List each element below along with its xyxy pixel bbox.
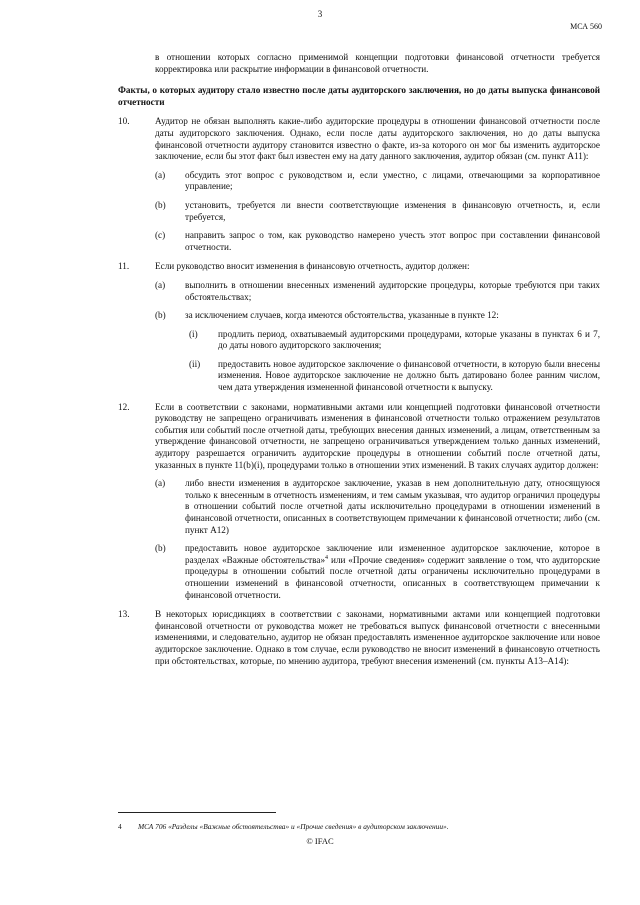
- footnote: [118, 822, 600, 831]
- paragraph-number: 11.: [118, 261, 130, 272]
- list-item-label: (a): [155, 478, 166, 489]
- list-item-label: (a): [155, 279, 166, 290]
- list-item: [155, 230, 600, 253]
- list-item-label: (b): [155, 199, 166, 210]
- list-item: [155, 310, 600, 394]
- paragraph-text: Если руководство вносит изменения в финансовую отчетность, аудитор должен:: [155, 261, 470, 272]
- copyright-footer: © IFAC: [306, 836, 334, 846]
- list-item: [155, 280, 600, 303]
- list-item-text-end: или «Прочие сведения» содержит заявление о том, что аудиторские процедуры в отношении событий после отчетной даты ограничены исключительно процедурами в отношении изменений в финансовой отчетности, описанных в соответствующем примечании к финансовой отчетности.: [185, 554, 600, 600]
- document-body: [118, 52, 600, 675]
- sub-list-item-label: (ii): [189, 358, 201, 369]
- standard-code: МСА 560: [570, 22, 602, 31]
- list-item-text-start: предоставить новое аудиторское заключение или измененное аудиторское заключение, которое в разделах «Важные обстоятельства»: [185, 543, 600, 565]
- footnote-number: 4: [118, 822, 122, 831]
- sub-list-item: [185, 359, 600, 394]
- footnote-text: МСА 706 «Разделы «Важные обстоятельства» и «Прочие сведения» в аудиторском заключении».: [138, 822, 449, 831]
- list-item-text: установить, требуется ли внести соответствующие изменения в финансовую отчетность, и, если требуется,: [185, 199, 600, 222]
- list-item-label: (b): [155, 543, 166, 554]
- paragraph-11: [118, 261, 600, 393]
- list-item-text: [185, 543, 600, 601]
- list-item: [155, 200, 600, 223]
- paragraph-number: 12.: [118, 401, 130, 412]
- footnote-divider: [118, 812, 276, 813]
- paragraph-number: 10.: [118, 116, 130, 127]
- list-item-text: обсудить этот вопрос с руководством и, если уместно, с лицами, отвечающими за корпоративное управление;: [185, 169, 600, 192]
- list-item-label: (a): [155, 169, 166, 180]
- paragraph-text: Если в соответствии с законами, нормативными актами или концепцией подготовки финансовой отчетности руководству не запрещено ограничивать изменения в финансовой отчетности только отражением результатов события или событий после отчетной даты, требующих внесения данных изменений, а лицам, ответственным за утверждение финансовой отчетности, не запрещено ограничиваться утверждением только данных изменений, аудитору разрешается ограничить аудиторские процедуры в отношении событий после отчетной даты, указанных в пункте 11(b)(i), процедурами только в отношении этих изменений. В таких случаях аудитор должен:: [155, 401, 600, 470]
- section-heading: Факты, о которых аудитору стало известно после даты аудиторского заключения, но до даты выпуска финансовой отчетности: [118, 85, 600, 107]
- page-number: 3: [317, 9, 323, 19]
- list-item: [155, 478, 600, 536]
- paragraph-number: 13.: [118, 609, 130, 620]
- list-item-text: направить запрос о том, как руководство намерено учесть этот вопрос при составлении финансовой отчетности.: [185, 230, 600, 252]
- list-item-text: либо внести изменения в аудиторское заключение, указав в нем дополнительную дату, относящуюся только к внесенным в отчетность изменениям, и тем самым указывая, что аудитор ограничил процедуры в отношении событий после отчетной даты исключительно процедурами в отношении изменений в финансовой отчетности, описанных в соответствующем примечании к финансовой отчетности; либо (см. пункт A12): [185, 478, 600, 535]
- list-item-text: за исключением случаев, когда имеются обстоятельства, указанные в пункте 12:: [185, 310, 499, 321]
- sub-list-item-label: (i): [189, 328, 198, 339]
- list-item-label: (b): [155, 310, 166, 321]
- list-item: [155, 170, 600, 193]
- sub-list-item-text: продлить период, охватываемый аудиторскими процедурами, которые указаны в пунктах 6 и 7, до даты нового аудиторского заключения;: [218, 328, 600, 351]
- list-item-text: выполнить в отношении внесенных изменений аудиторские процедуры, которые требуются при таких обстоятельствах;: [185, 279, 600, 302]
- footnote-reference[interactable]: 4: [325, 554, 329, 561]
- sub-list-item: [185, 329, 600, 352]
- sub-list-item-text: предоставить новое аудиторское заключение о финансовой отчетности, в которую были внесены изменения. Новое аудиторское заключение не должно быть датировано более ранним числом, чем дата утверждения измененной финансовой отчетности к выпуску.: [218, 358, 600, 393]
- paragraph-13: [118, 609, 600, 667]
- paragraph-10: [118, 116, 600, 253]
- list-item: [155, 543, 600, 601]
- paragraph-text: Аудитор не обязан выполнять какие-либо аудиторские процедуры в отношении финансовой отчетности после даты аудиторского заключения. Однако, если после даты аудиторского заключения, но до даты выпуска финансовой отчетности аудитору становится известно о факте, из-за которого он мог бы изменить аудиторское заключение, если бы этот факт был известен ему на дату данного заключения, аудитор обязан (см. пункт A11):: [155, 116, 600, 162]
- list-item-label: (c): [155, 230, 166, 241]
- paragraph-12: [118, 402, 600, 602]
- paragraph-text: В некоторых юрисдикциях в соответствии с законами, нормативными актами или концепцией подготовки финансовой отчетности от руководства может не требоваться выпуск финансовой отчетности с внесенными изменениями, и следовательно, аудитор не обязан предоставлять измененное аудиторское заключение или новое аудиторское заключение. Однако в том случае, если руководство не вносит изменений в финансовую отчетность при обстоятельствах, которые, по мнению аудитора, требуют внесения изменений (см. пункты A13–A14):: [155, 609, 600, 666]
- intro-text: в отношении которых согласно применимой концепции подготовки финансовой отчетности требуется корректировка или раскрытие информации в финансовой отчетности.: [155, 52, 600, 74]
